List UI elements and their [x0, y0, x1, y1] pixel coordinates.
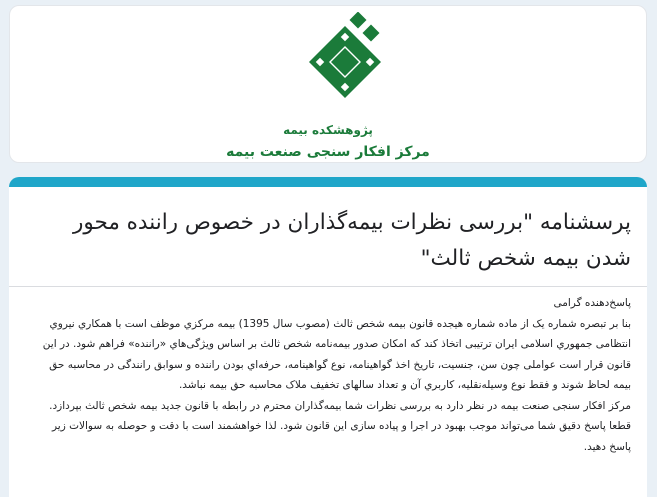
institute-logo-icon — [295, 12, 395, 112]
title-divider — [9, 286, 647, 287]
description-paragraph-2: مرکز افکار سنجی صنعت بیمه در نظر دارد به بررسی نظرات شما بیمه‌گذاران محترم در رابطه با قانون جدید بیمه شخص ثالث بپردازد. قطعا پاسخ دقیق شما می‌تواند موجب بهبود در اجرا و پیاده سازی این قانون شود. لذا خواهشمند است با دقت و حوصله به سوالات زیر پاسخ دهید. — [49, 399, 631, 453]
greeting-text: پاسخ‌دهنده گرامی — [553, 297, 631, 309]
form-header-card — [9, 177, 647, 497]
logo-title: پژوهشکده بیمه — [283, 123, 373, 137]
form-accent-bar — [9, 177, 647, 187]
header-card — [9, 5, 647, 163]
form-title: پرسشنامه "بررسی نظرات بیمه‌گذاران در خصوص راننده محور شدن بیمه شخص ثالث" — [72, 210, 631, 271]
form-description — [31, 293, 631, 457]
logo-subtitle: مرکز افکار سنجی صنعت بیمه — [226, 144, 430, 160]
description-paragraph-1: بنا بر تبصره شماره یک از ماده شماره هیجده قانون بیمه شخص ثالث (مصوب سال 1395) بیمه مرکزي موظف است با همکاري نیروي انتظامی جمهوري اسلامی ایران ترتیبی اتخاذ کند که امکان صدور بیمه‌نامه شخص ثالث بر اساس ویژگی‌هاي «راننده» فراهم شود. در این قانون قرار است عواملی چون سن، جنسیت، تاریخ اخذ گواهینامه، نوع گواهینامه، حرفه‌اي بودن راننده و سوابق رانندگی در محاسبه حق بیمه لحاظ شوند و فقط نوع وسیله‌نقلیه، کاربري آن و تعداد سالهای تخفیف ملاک محاسبه حق بیمه نباشد. — [42, 317, 631, 391]
